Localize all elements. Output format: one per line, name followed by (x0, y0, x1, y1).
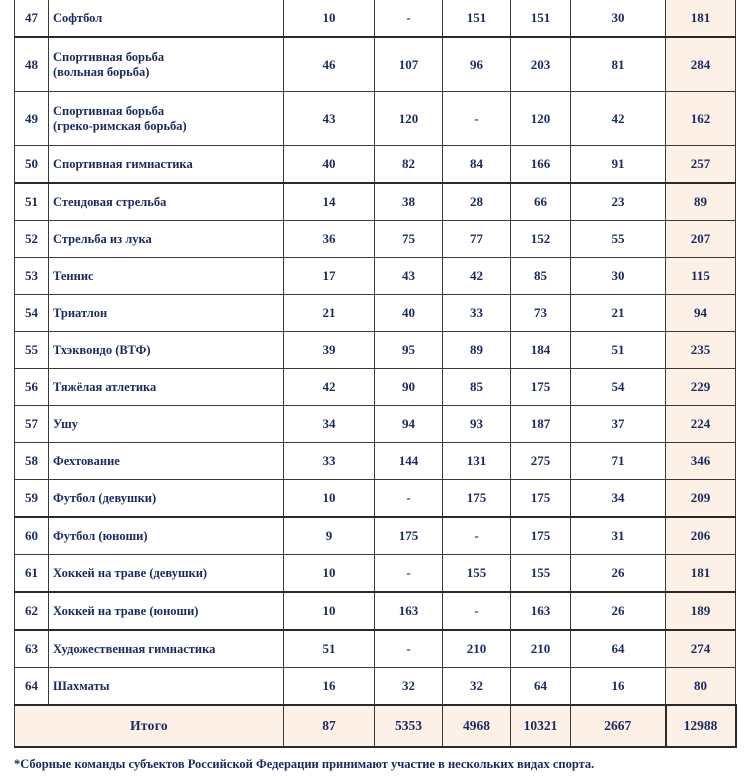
row-index-cell: 50 (15, 146, 49, 184)
value-cell-1: 14 (284, 183, 375, 221)
row-index-cell: 57 (15, 406, 49, 443)
table-row (15, 295, 736, 332)
value-cell-1: 9 (284, 517, 375, 555)
sport-name-line-1: Художественная гимнастика (53, 641, 216, 656)
sport-name-cell (49, 221, 284, 258)
row-index-cell: 61 (15, 555, 49, 593)
value-cell-5: 16 (571, 668, 666, 706)
value-cell-2: 90 (375, 369, 443, 406)
table-row (15, 480, 736, 518)
value-cell-3: 175 (443, 480, 511, 518)
row-index-cell: 58 (15, 443, 49, 480)
value-cell-3: - (443, 92, 511, 146)
value-cell-2: 32 (375, 668, 443, 706)
value-cell-1: 10 (284, 592, 375, 630)
sport-name-cell (49, 258, 284, 295)
value-cell-4: 163 (511, 592, 571, 630)
value-cell-2: 75 (375, 221, 443, 258)
table-row (15, 517, 736, 555)
sport-name-line-1: Триатлон (53, 305, 108, 320)
total-value-cell-1: 87 (284, 705, 375, 747)
value-cell-4: 203 (511, 37, 571, 92)
table-row (15, 406, 736, 443)
value-cell-4: 151 (511, 0, 571, 37)
sport-name-cell (49, 443, 284, 480)
sport-name-line-2: (вольная борьба) (53, 64, 150, 79)
value-cell-3: 210 (443, 630, 511, 668)
row-total-cell: 235 (666, 332, 736, 369)
row-total-cell: 162 (666, 92, 736, 146)
sport-name-line-1: Фехтование (53, 453, 120, 468)
row-total-cell: 181 (666, 555, 736, 593)
table-row (15, 443, 736, 480)
total-value-cell-3: 4968 (443, 705, 511, 747)
value-cell-4: 73 (511, 295, 571, 332)
sport-name-cell (49, 555, 284, 593)
value-cell-2: 95 (375, 332, 443, 369)
row-index-cell: 55 (15, 332, 49, 369)
row-index-cell: 47 (15, 0, 49, 37)
value-cell-3: 32 (443, 668, 511, 706)
value-cell-4: 66 (511, 183, 571, 221)
table-row (15, 37, 736, 92)
total-row-label: Итого (15, 705, 284, 747)
value-cell-5: 21 (571, 295, 666, 332)
value-cell-3: - (443, 592, 511, 630)
value-cell-4: 155 (511, 555, 571, 593)
sport-name-line-1: Софтбол (53, 10, 103, 25)
value-cell-5: 55 (571, 221, 666, 258)
table-row (15, 668, 736, 706)
value-cell-1: 33 (284, 443, 375, 480)
sport-name-cell (49, 183, 284, 221)
value-cell-3: 84 (443, 146, 511, 184)
value-cell-4: 152 (511, 221, 571, 258)
value-cell-2: 144 (375, 443, 443, 480)
sport-name-line-1: Спортивная гимнастика (53, 156, 193, 171)
value-cell-1: 17 (284, 258, 375, 295)
value-cell-1: 46 (284, 37, 375, 92)
value-cell-2: - (375, 630, 443, 668)
value-cell-4: 64 (511, 668, 571, 706)
row-total-cell: 94 (666, 295, 736, 332)
value-cell-3: 155 (443, 555, 511, 593)
sports-table-container (14, 0, 735, 748)
sport-name-cell (49, 332, 284, 369)
value-cell-5: 34 (571, 480, 666, 518)
row-index-cell: 56 (15, 369, 49, 406)
grand-total-cell: 12988 (666, 705, 736, 747)
sport-name-cell (49, 369, 284, 406)
value-cell-3: - (443, 517, 511, 555)
value-cell-5: 54 (571, 369, 666, 406)
value-cell-5: 30 (571, 0, 666, 37)
sport-name-line-1: Теннис (53, 268, 94, 283)
value-cell-2: - (375, 480, 443, 518)
value-cell-2: 175 (375, 517, 443, 555)
table-row (15, 92, 736, 146)
value-cell-2: 40 (375, 295, 443, 332)
value-cell-5: 64 (571, 630, 666, 668)
value-cell-5: 31 (571, 517, 666, 555)
sport-name-line-1: Футбол (девушки) (53, 490, 157, 505)
row-index-cell: 59 (15, 480, 49, 518)
row-total-cell: 224 (666, 406, 736, 443)
sport-name-cell (49, 480, 284, 518)
value-cell-2: 82 (375, 146, 443, 184)
table-total-row (15, 705, 736, 747)
sport-name-cell (49, 37, 284, 92)
table-row (15, 221, 736, 258)
sport-name-line-1: Хоккей на траве (юноши) (53, 603, 199, 618)
sport-name-cell (49, 630, 284, 668)
table-row (15, 555, 736, 593)
sport-name-line-1: Спортивная борьба (53, 103, 165, 118)
table-row (15, 332, 736, 369)
value-cell-3: 85 (443, 369, 511, 406)
value-cell-1: 16 (284, 668, 375, 706)
row-index-cell: 51 (15, 183, 49, 221)
row-total-cell: 206 (666, 517, 736, 555)
sports-statistics-table (14, 0, 737, 748)
value-cell-4: 175 (511, 369, 571, 406)
sport-name-line-1: Тяжёлая атлетика (53, 379, 157, 394)
row-total-cell: 209 (666, 480, 736, 518)
table-row (15, 258, 736, 295)
sport-name-cell (49, 406, 284, 443)
value-cell-3: 28 (443, 183, 511, 221)
value-cell-2: - (375, 555, 443, 593)
row-total-cell: 284 (666, 37, 736, 92)
sport-name-line-1: Ушу (53, 416, 78, 431)
value-cell-3: 89 (443, 332, 511, 369)
value-cell-3: 77 (443, 221, 511, 258)
row-total-cell: 346 (666, 443, 736, 480)
value-cell-4: 210 (511, 630, 571, 668)
value-cell-5: 51 (571, 332, 666, 369)
row-total-cell: 189 (666, 592, 736, 630)
value-cell-3: 131 (443, 443, 511, 480)
table-row (15, 146, 736, 184)
value-cell-1: 34 (284, 406, 375, 443)
value-cell-4: 85 (511, 258, 571, 295)
value-cell-2: 120 (375, 92, 443, 146)
sport-name-line-1: Хоккей на траве (девушки) (53, 565, 208, 580)
sport-name-cell (49, 592, 284, 630)
value-cell-3: 151 (443, 0, 511, 37)
value-cell-5: 37 (571, 406, 666, 443)
value-cell-5: 23 (571, 183, 666, 221)
value-cell-4: 187 (511, 406, 571, 443)
row-total-cell: 257 (666, 146, 736, 184)
row-total-cell: 207 (666, 221, 736, 258)
value-cell-4: 175 (511, 517, 571, 555)
sport-name-cell (49, 295, 284, 332)
sport-name-cell (49, 668, 284, 706)
sport-name-line-1: Тхэквондо (ВТФ) (53, 342, 151, 357)
row-total-cell: 80 (666, 668, 736, 706)
sport-name-cell (49, 146, 284, 184)
value-cell-4: 120 (511, 92, 571, 146)
value-cell-5: 26 (571, 592, 666, 630)
value-cell-3: 42 (443, 258, 511, 295)
value-cell-5: 91 (571, 146, 666, 184)
row-total-cell: 274 (666, 630, 736, 668)
row-index-cell: 52 (15, 221, 49, 258)
sport-name-line-1: Стрельба из лука (53, 231, 152, 246)
value-cell-1: 10 (284, 555, 375, 593)
value-cell-3: 96 (443, 37, 511, 92)
value-cell-4: 175 (511, 480, 571, 518)
sport-name-line-1: Шахматы (53, 678, 110, 693)
value-cell-4: 275 (511, 443, 571, 480)
value-cell-1: 40 (284, 146, 375, 184)
value-cell-5: 42 (571, 92, 666, 146)
value-cell-4: 184 (511, 332, 571, 369)
table-row (15, 0, 736, 37)
value-cell-2: 38 (375, 183, 443, 221)
value-cell-1: 43 (284, 92, 375, 146)
sport-name-line-2: (греко-римская борьба) (53, 118, 187, 133)
table-row (15, 183, 736, 221)
sport-name-line-1: Спортивная борьба (53, 49, 165, 64)
total-value-cell-2: 5353 (375, 705, 443, 747)
table-footnote: *Сборные команды субъектов Российской Федерации принимают участие в нескольких видах спорта. (14, 757, 595, 771)
value-cell-1: 42 (284, 369, 375, 406)
sport-name-line-1: Футбол (юноши) (53, 528, 148, 543)
value-cell-1: 36 (284, 221, 375, 258)
value-cell-3: 33 (443, 295, 511, 332)
value-cell-1: 10 (284, 480, 375, 518)
value-cell-4: 166 (511, 146, 571, 184)
total-value-cell-4: 10321 (511, 705, 571, 747)
sport-name-line-1: Стендовая стрельба (53, 194, 167, 209)
row-index-cell: 60 (15, 517, 49, 555)
value-cell-5: 71 (571, 443, 666, 480)
row-index-cell: 63 (15, 630, 49, 668)
table-row (15, 592, 736, 630)
row-total-cell: 181 (666, 0, 736, 37)
row-index-cell: 48 (15, 37, 49, 92)
value-cell-5: 30 (571, 258, 666, 295)
value-cell-1: 21 (284, 295, 375, 332)
row-total-cell: 229 (666, 369, 736, 406)
row-index-cell: 64 (15, 668, 49, 706)
total-value-cell-5: 2667 (571, 705, 666, 747)
value-cell-2: 163 (375, 592, 443, 630)
sport-name-cell (49, 517, 284, 555)
table-row (15, 369, 736, 406)
value-cell-5: 26 (571, 555, 666, 593)
sport-name-cell (49, 0, 284, 37)
table-body (15, 0, 736, 747)
row-index-cell: 54 (15, 295, 49, 332)
value-cell-3: 93 (443, 406, 511, 443)
value-cell-2: 43 (375, 258, 443, 295)
row-total-cell: 115 (666, 258, 736, 295)
row-index-cell: 49 (15, 92, 49, 146)
value-cell-1: 39 (284, 332, 375, 369)
value-cell-1: 51 (284, 630, 375, 668)
value-cell-1: 10 (284, 0, 375, 37)
sport-name-cell (49, 92, 284, 146)
value-cell-2: 107 (375, 37, 443, 92)
value-cell-5: 81 (571, 37, 666, 92)
row-index-cell: 62 (15, 592, 49, 630)
value-cell-2: - (375, 0, 443, 37)
value-cell-2: 94 (375, 406, 443, 443)
row-total-cell: 89 (666, 183, 736, 221)
table-row (15, 630, 736, 668)
row-index-cell: 53 (15, 258, 49, 295)
